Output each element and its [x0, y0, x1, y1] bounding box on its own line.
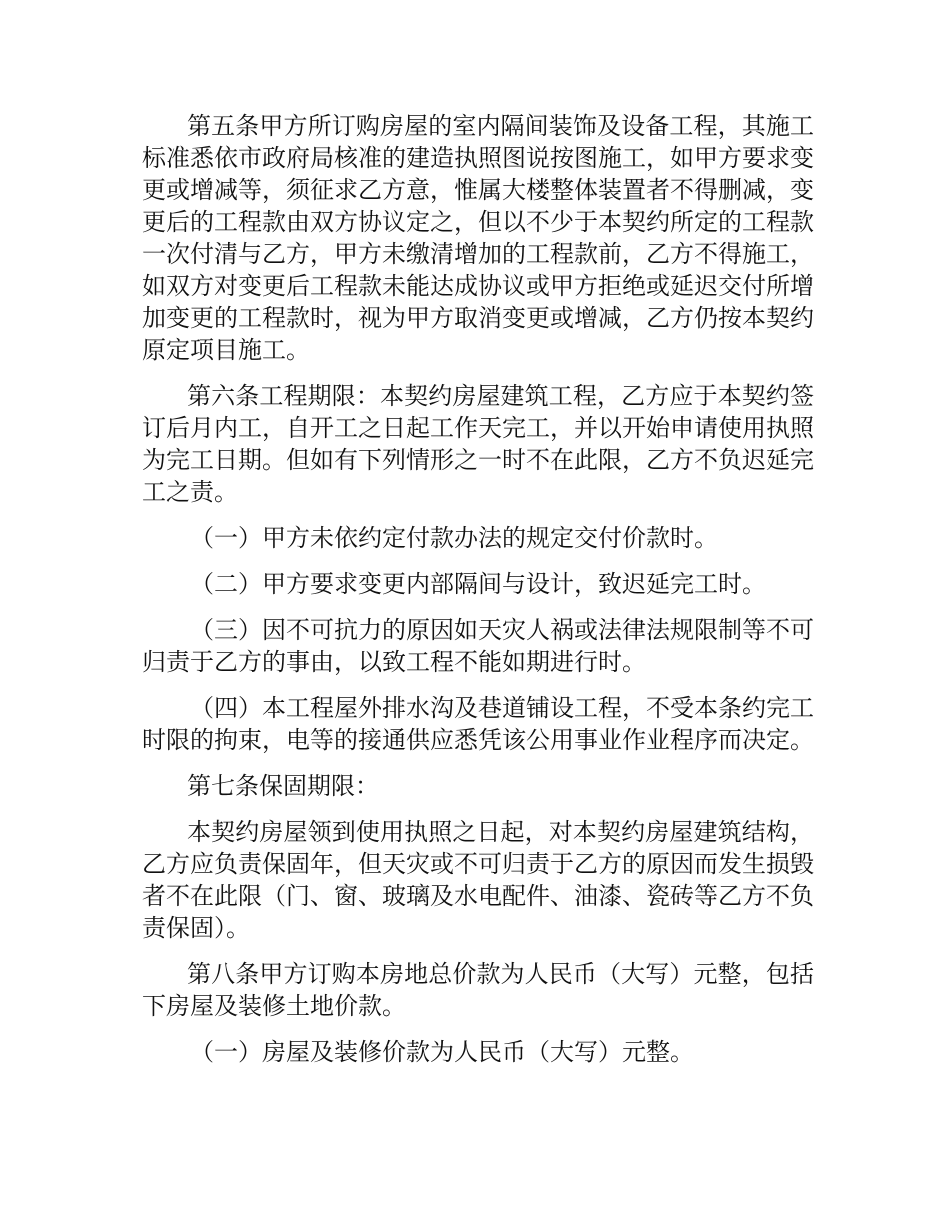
article-7-paragraph: 本契约房屋领到使用执照之日起，对本契约房屋建筑结构，乙方应负责保固年，但天灾或不可归责于乙方的原因而发生损毁者不在此限（门、窗、玻璃及水电配件、油漆、瓷砖等乙方不负责保固）。 [142, 818, 814, 942]
article-8-paragraph: 第八条甲方订购本房地总价款为人民币（大写）元整，包括下房屋及装修土地价款。 [142, 960, 814, 1020]
article-8-item-1: （一）房屋及装修价款为人民币（大写）元整。 [190, 1038, 694, 1066]
article-6-item-4: （四）本工程屋外排水沟及巷道铺设工程，不受本条约完工时限的拘束，电等的接通供应悉凭该公用事业作业程序而决定。 [142, 694, 814, 754]
document-page [142, 110, 814, 1082]
article-5-paragraph: 第五条甲方所订购房屋的室内隔间装饰及设备工程，其施工标准悉依市政府局核准的建造执照图说按图施工，如甲方要求变更或增减等，须征求乙方意，惟属大楼整体装置者不得删减，变更后的工程款由双方协议定之，但以不少于本契约所定的工程款一次付清与乙方，甲方未缴清增加的工程款前，乙方不得施工，如双方对变更后工程款未能达成协议或甲方拒绝或延迟交付所增加变更的工程款时，视为甲方取消变更或增减，乙方仍按本契约原定项目施工。 [142, 112, 814, 364]
article-6-item-2: （二）甲方要求变更内部隔间与设计，致迟延完工时。 [190, 570, 766, 598]
article-6-item-3: （三）因不可抗力的原因如天灾人祸或法律法规限制等不可归责于乙方的事由，以致工程不能如期进行时。 [142, 616, 814, 676]
article-6-paragraph: 第六条工程期限：本契约房屋建筑工程，乙方应于本契约签订后月内工，自开工之日起工作天完工，并以开始申请使用执照为完工日期。但如有下列情形之一时不在此限，乙方不负迟延完工之责。 [142, 382, 814, 506]
article-6-item-1: （一）甲方未依约定付款办法的规定交付价款时。 [190, 524, 718, 552]
article-7-heading: 第七条保固期限： [187, 772, 379, 800]
